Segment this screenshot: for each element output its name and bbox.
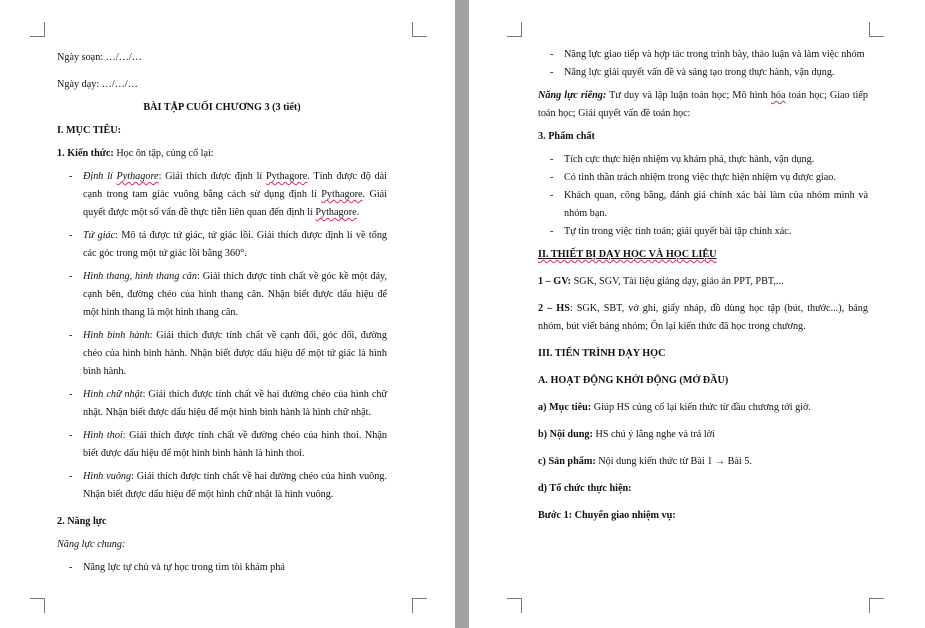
pham-chat-heading: 3. Phẩm chất [538,131,595,142]
list-item: - Có tinh thần trách nhiệm trong việc thực hiện nhiệm vụ được giao. [538,169,868,187]
noi-dung: b) Nội dung: HS chú ý lắng nghe và trả lời [538,429,715,440]
to-chuc: d) Tổ chức thực hiện: [538,483,632,494]
list-item: - Hình vuông: Giải thích được tính chất về hai đường chéo của hình vuông. Nhận biết được dấu hiệu để một hình chữ nhật là hình vuông. [57,468,387,504]
crop-mark [507,22,522,37]
crop-mark [30,22,45,37]
nang-luc-heading: 2. Năng lực [57,516,107,527]
ngay-soan: Ngày soạn: …/…/… [57,52,142,63]
page-gutter [455,0,469,628]
section-tien-trinh: III. TIẾN TRÌNH DẠY HỌC [538,348,666,359]
list-item: - Hình chữ nhật: Giải thích được tính chất về hai đường chéo của hình chữ nhật. Nhận biết được dấu hiệu để một hình bình hành là hình chữ nhật. [57,386,387,422]
list-item: - Năng lực giải quyết vấn đề và sáng tạo trong thực hành, vận dụng. [538,64,868,82]
left-page-text [57,49,387,577]
crop-mark [30,598,45,613]
list-item: - Định lí Pythagore: Giải thích được định lí Pythagore. Tính được độ dài cạnh trong tam giác vuông bằng cách sử dụng định lí Pythagore. Giải quyết được một số vấn đề thực tiễn liên quan đến định lí Pythagore. [57,168,387,222]
hoat-dong-heading: A. HOẠT ĐỘNG KHỞI ĐỘNG (MỞ ĐẦU) [538,375,729,386]
crop-mark [412,22,427,37]
kien-thuc-heading: 1. Kiến thức: Học ôn tập, củng cố lại: [57,148,214,159]
section-muc-tieu: I. MỤC TIÊU: [57,125,122,136]
nang-luc-rieng: Năng lực riêng: Tư duy và lập luận toán học; Mô hình hóa toán học; Giao tiếp toán học; Giải quyết vấn đề toán học: [538,90,868,119]
crop-mark [869,22,884,37]
ngay-day: Ngày dạy: …/…/… [57,79,138,90]
list-item: - Hình bình hành: Giải thích được tính chất về cạnh đối, góc đối, đường chéo của hình bình hành. Nhận biết được dấu hiệu để một tứ giác là hình bình hành. [57,327,387,381]
list-item: - Tích cực thực hiện nhiệm vụ khám phá, thực hành, vận dụng. [538,151,868,169]
doc-title: BÀI TẬP CUỐI CHƯƠNG 3 (3 tiết) [143,102,301,113]
hs-line: 2 – HS: SGK, SBT, vở ghi, giấy nháp, đồ dùng học tập (bút, thước...), bảng nhóm, bút viết bảng nhóm; Ôn lại kiến thức đã học trong chương. [538,303,868,332]
crop-mark [507,598,522,613]
list-item: - Tự tin trong việc tính toán; giải quyết bài tập chính xác. [538,223,868,241]
list-item: - Năng lực giao tiếp và hợp tác trong trình bày, thảo luận và làm việc nhóm [538,46,868,64]
crop-mark [412,598,427,613]
crop-mark [869,598,884,613]
list-item: - Năng lực tự chủ và tự học trong tìm tòi khám phá [57,559,387,577]
buoc-1: Bước 1: Chuyển giao nhiệm vụ: [538,510,676,521]
section-thiet-bi: II. THIẾT BỊ DẠY HỌC VÀ HỌC LIỆU [538,249,717,260]
nang-luc-chung: Năng lực chung: [57,539,126,550]
list-item: - Khách quan, công bằng, đánh giá chính xác bài làm của nhóm mình và nhóm bạn. [538,187,868,223]
list-item: - Tứ giác: Mô tả được tứ giác, tứ giác lồi. Giải thích được định lí về tổng các góc trong một tứ giác lồi bằng 360°. [57,227,387,263]
right-page-text [538,46,868,525]
san-pham: c) Sản phẩm: Nội dung kiến thức từ Bài 1 → Bài 5. [538,456,752,467]
list-item: - Hình thang, hình thang cân: Giải thích được tính chất về góc kề một đáy, cạnh bên, đường chéo của hình thang cân. Nhận biết được dấu hiệu để một hình thang là một hình thang cân. [57,268,387,322]
gv-line: 1 – GV: SGK, SGV, Tài liệu giảng dạy, giáo án PPT, PBT,... [538,276,784,287]
list-item: - Hình thoi: Giải thích được tính chất về đường chéo của hình thoi. Nhận biết được dấu hiệu để một hình bình hành là hình thoi. [57,427,387,463]
muc-tieu-a: a) Mục tiêu: Giúp HS củng cố lại kiến thức từ đầu chương tới giờ. [538,402,811,413]
